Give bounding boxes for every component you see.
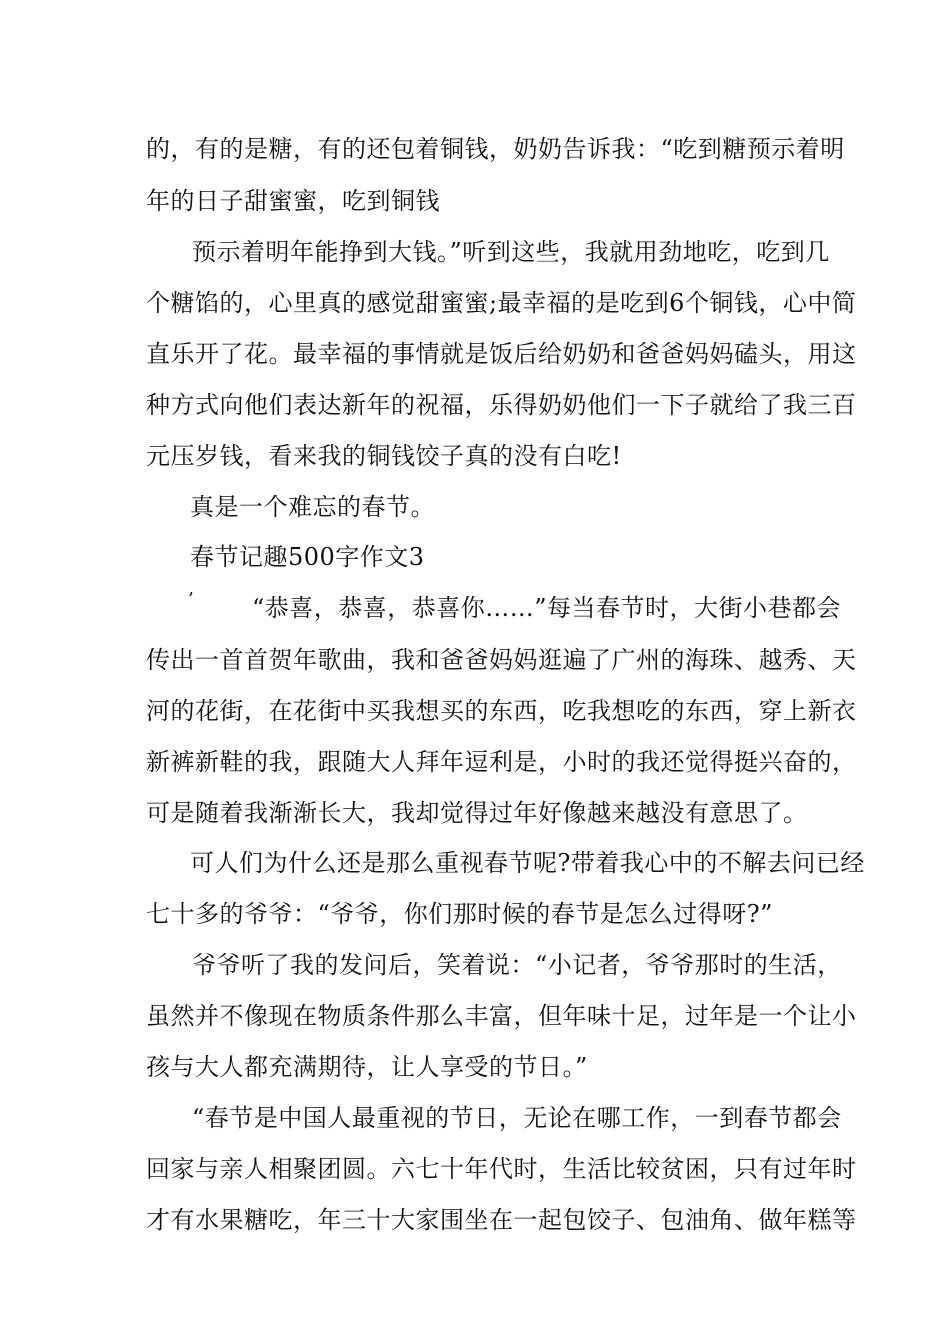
paragraph-first-line: 爷爷听了我的发问后，笑着说：“小记者，爷爷那时的生活， <box>192 951 842 979</box>
text-line: 直乐开了花。最幸福的事情就是饭后给奶奶和爸爸妈妈磕头，用这 <box>146 340 857 368</box>
text-line: 的，有的是糖，有的还包着铜钱，奶奶告诉我：“吃到糖预示着明 <box>146 135 845 163</box>
text-line: 年的日子甜蜜蜜，吃到铜钱 <box>146 187 440 215</box>
text-line: 虽然并不像现在物质条件那么丰富，但年味十足，过年是一个让小 <box>146 1002 857 1030</box>
text-line: 种方式向他们表达新年的祝福，乐得奶奶他们一下子就给了我三百 <box>146 391 857 419</box>
paragraph-first-line: 真是一个难忘的春节。 <box>190 493 435 521</box>
text-line: 七十多的爷爷：“爷爷，你们那时候的春节是怎么过得呀?” <box>146 900 773 928</box>
text-line: 孩与大人都充满期待，让人享受的节日。” <box>146 1053 588 1081</box>
text-line: 才有水果糖吃，年三十大家围坐在一起包饺子、包油角、做年糕等 <box>146 1206 857 1234</box>
text-line: 传出一首首贺年歌曲，我和爸爸妈妈逛遍了广州的海珠、越秀、天 <box>146 646 857 674</box>
text-line: 回家与亲人相聚团圆。六七十年代时，生活比较贫困，只有过年时 <box>146 1155 857 1183</box>
stray-mark: ’ <box>188 589 194 610</box>
text-line: 河的花街，在花街中买我想买的东西，吃我想吃的东西，穿上新衣 <box>146 697 857 725</box>
paragraph-first-line: 预示着明年能挣到大钱。”听到这些，我就用劲地吃，吃到几 <box>192 238 830 266</box>
text-line: 元压岁钱，看来我的铜钱饺子真的没有白吃! <box>146 442 622 470</box>
text-line: 可是随着我渐渐长大，我却觉得过年好像越来越没有意思了。 <box>146 799 808 827</box>
section-heading: 春节记趣500字作文3 <box>190 543 425 571</box>
text-line: 新裤新鞋的我，跟随大人拜年逗利是，小时的我还觉得挺兴奋的， <box>146 748 857 776</box>
paragraph-first-line: 可人们为什么还是那么重视春节呢?带着我心中的不解去问已经 <box>190 849 865 877</box>
text-line: 个糖馅的，心里真的感觉甜蜜蜜;最幸福的是吃到6个铜钱，心中简 <box>146 289 857 317</box>
paragraph-first-line: “恭喜，恭喜，恭喜你……”每当春节时，大街小巷都会 <box>252 594 842 622</box>
paragraph-first-line: “春节是中国人最重视的节日，无论在哪工作，一到春节都会 <box>192 1104 842 1132</box>
